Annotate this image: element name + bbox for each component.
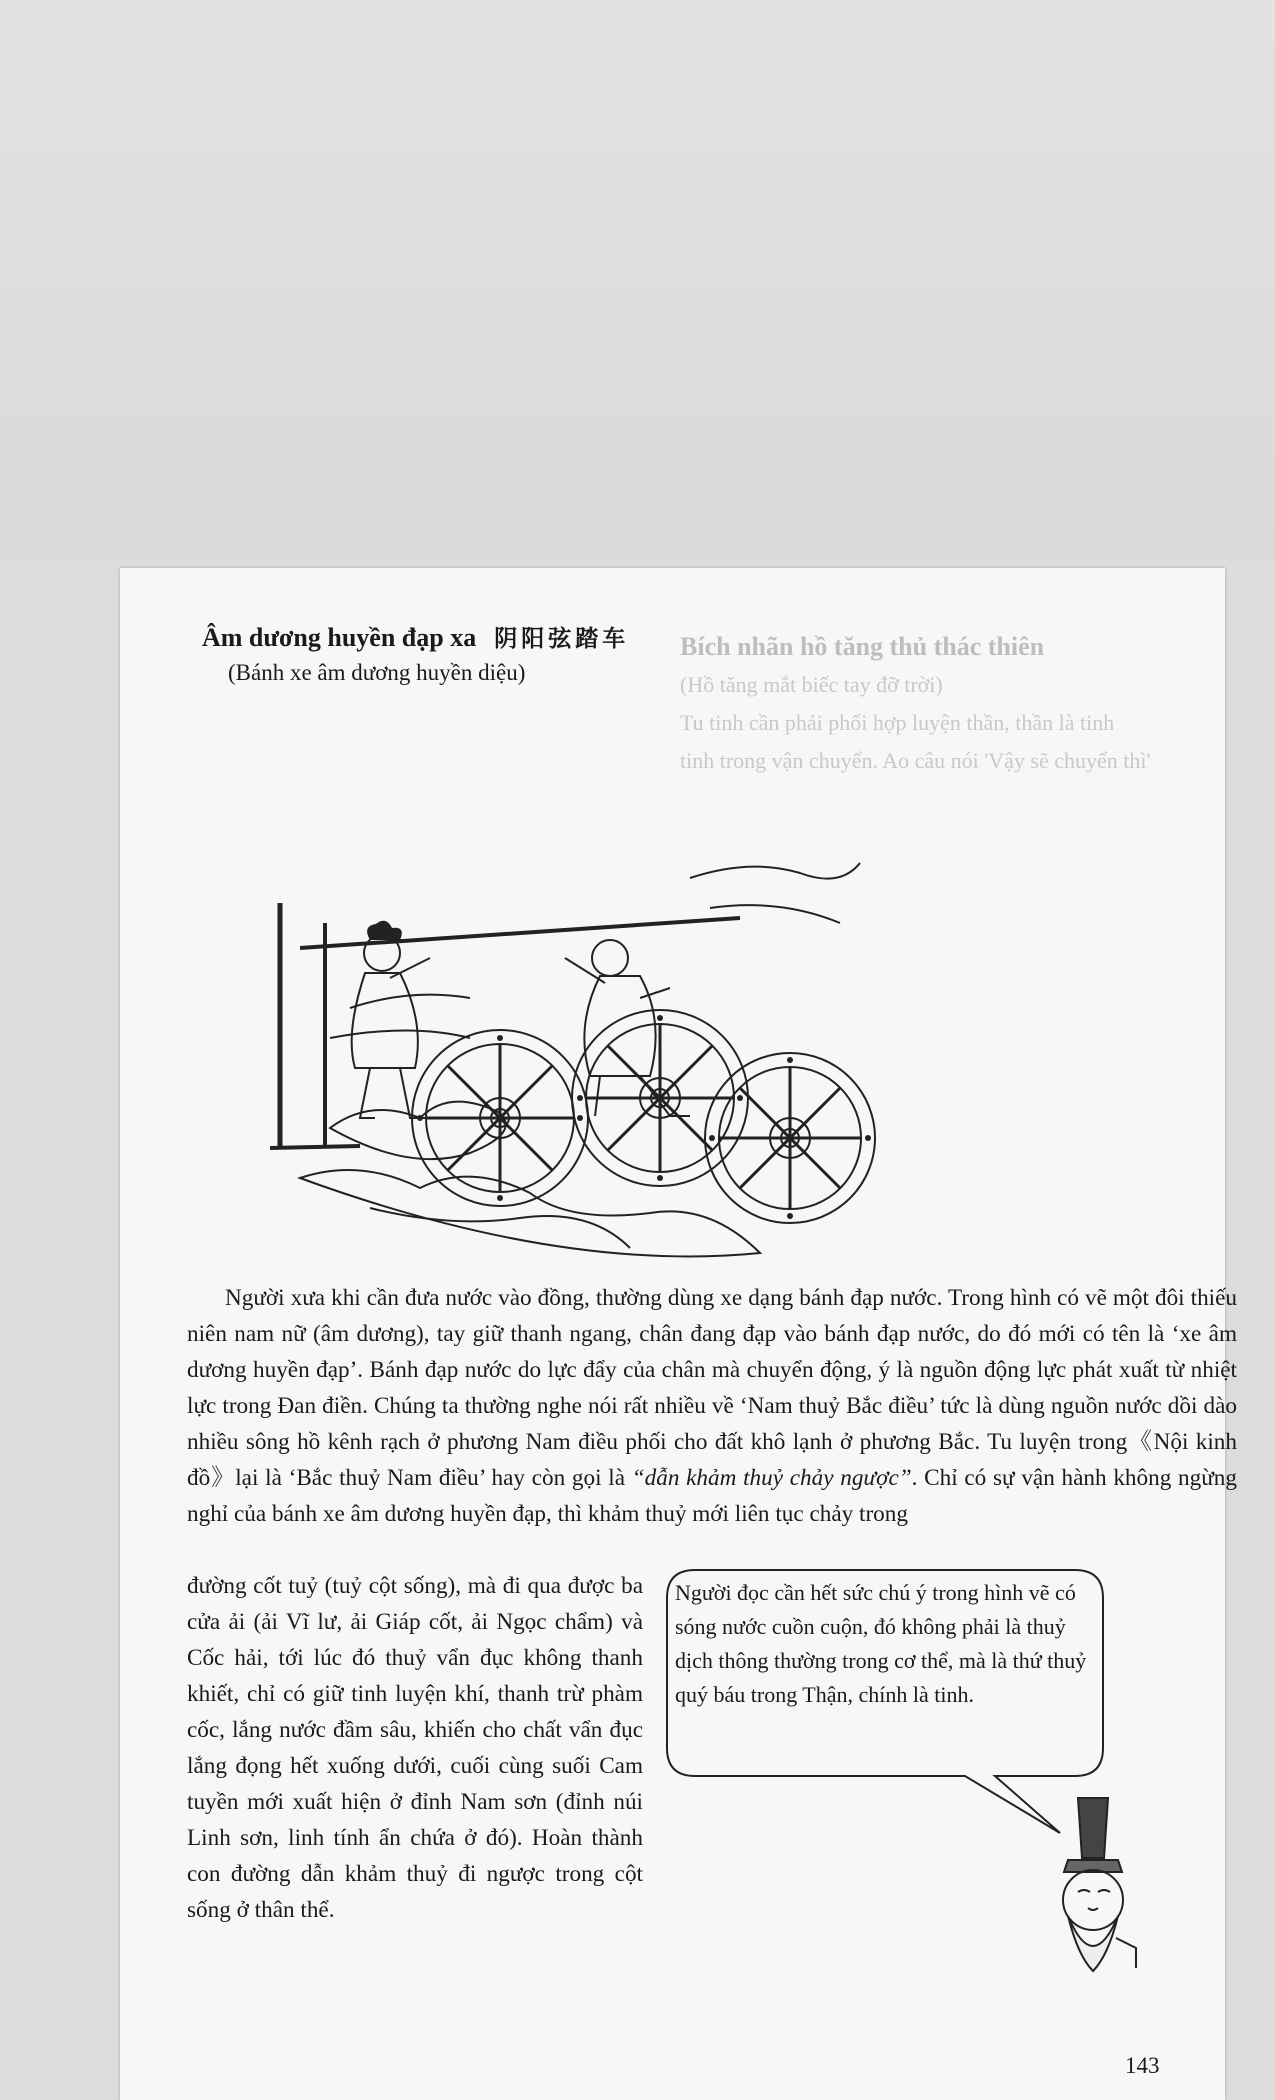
main-paragraph bbox=[187, 1280, 1237, 1532]
ghost-line: tinh trong vận chuyển. Ao câu nói 'Vậy sẽ chuyển thì' bbox=[680, 748, 1151, 773]
section-title bbox=[202, 620, 629, 653]
ghost-line: (Hồ tăng mắt biếc tay đỡ trời) bbox=[680, 672, 943, 697]
scanner-background bbox=[0, 0, 1275, 560]
sage-figure bbox=[1038, 1788, 1158, 1983]
ghost-heading: Bích nhãn hồ tăng thủ thác thiên bbox=[680, 632, 1045, 661]
section-title-hanzi: 阴阳弦踏车 bbox=[494, 626, 630, 652]
book-page bbox=[120, 568, 1237, 2100]
section-title-text: Âm dương huyền đạp xa bbox=[202, 623, 477, 652]
callout-text: Người đọc cần hết sức chú ý trong hình vẽ có sóng nước cuồn cuộn, đó không phải là thuỷ dịch thông thường trong cơ thể, mà là thứ thuỷ quý báu trong Thận, chính là tinh. bbox=[675, 1580, 1087, 1707]
paragraph-quote: “dẫn khảm thuỷ chảy ngược” bbox=[631, 1465, 912, 1491]
water-wheel-illustration bbox=[270, 708, 970, 1288]
page-number: 143 bbox=[1125, 2053, 1160, 2078]
section-subtitle: (Bánh xe âm dương huyền diệu) bbox=[228, 660, 526, 685]
sage-face-icon bbox=[1038, 1788, 1158, 1983]
paragraph-part2: . Chỉ có sự vận hành không ngừng nghỉ của bánh xe âm dương huyền đạp, thì khảm thuỷ mới liên tục chảy trong bbox=[187, 1465, 1237, 1527]
ghost-line: Tu tinh cần phải phối hợp luyện thần, thần là tinh bbox=[680, 710, 1115, 735]
column-paragraph-text: đường cốt tuỷ (tuỷ cột sống), mà đi qua được ba cửa ải (ải Vĩ lư, ải Giáp cốt, ải Ngọc chẩm) và Cốc hải, tới lúc đó thuỷ vẩn đục không thanh khiết, chỉ có giữ tinh luyện khí, thanh trừ phàm cốc, lắng nước đầm sâu, khiến cho chất vẩn đục lắng đọng hết xuống dưới, cuối cùng suối Cam tuyền mới xuất hiện ở đỉnh Nam sơn (đỉnh núi Linh sơn, linh tính ẩn chứa ở đó). Hoàn thành con đường dẫn khảm thuỷ đi ngược trong cột sống ở thân thể. bbox=[187, 1573, 643, 1923]
yin-yang-water-wheel-icon bbox=[270, 708, 970, 1288]
paragraph-part1: Người xưa khi cần đưa nước vào đồng, thường dùng xe dạng bánh đạp nước. Trong hình có vẽ một đôi thiếu niên nam nữ (âm dương), tay giữ thanh ngang, chân đang đạp vào bánh đạp nước, do đó mới có tên là ‘xe âm dương huyền đạp’. Bánh đạp nước do lực đẩy của chân mà chuyển động, ý là nguồn động lực phát xuất từ nhiệt lực trong Đan điền. Chúng ta thường nghe nói rất nhiều về ‘Nam thuỷ Bắc điều’ tức là dùng nguồn nước dồi dào nhiều sông hồ kênh rạch ở phương Nam điều phối cho đất khô lạnh ở phương Bắc. Tu luyện trong《Nội kinh đồ》lại là ‘Bắc thuỷ Nam điều’ hay còn gọi là bbox=[187, 1285, 1237, 1491]
column-paragraph bbox=[187, 1568, 643, 1928]
